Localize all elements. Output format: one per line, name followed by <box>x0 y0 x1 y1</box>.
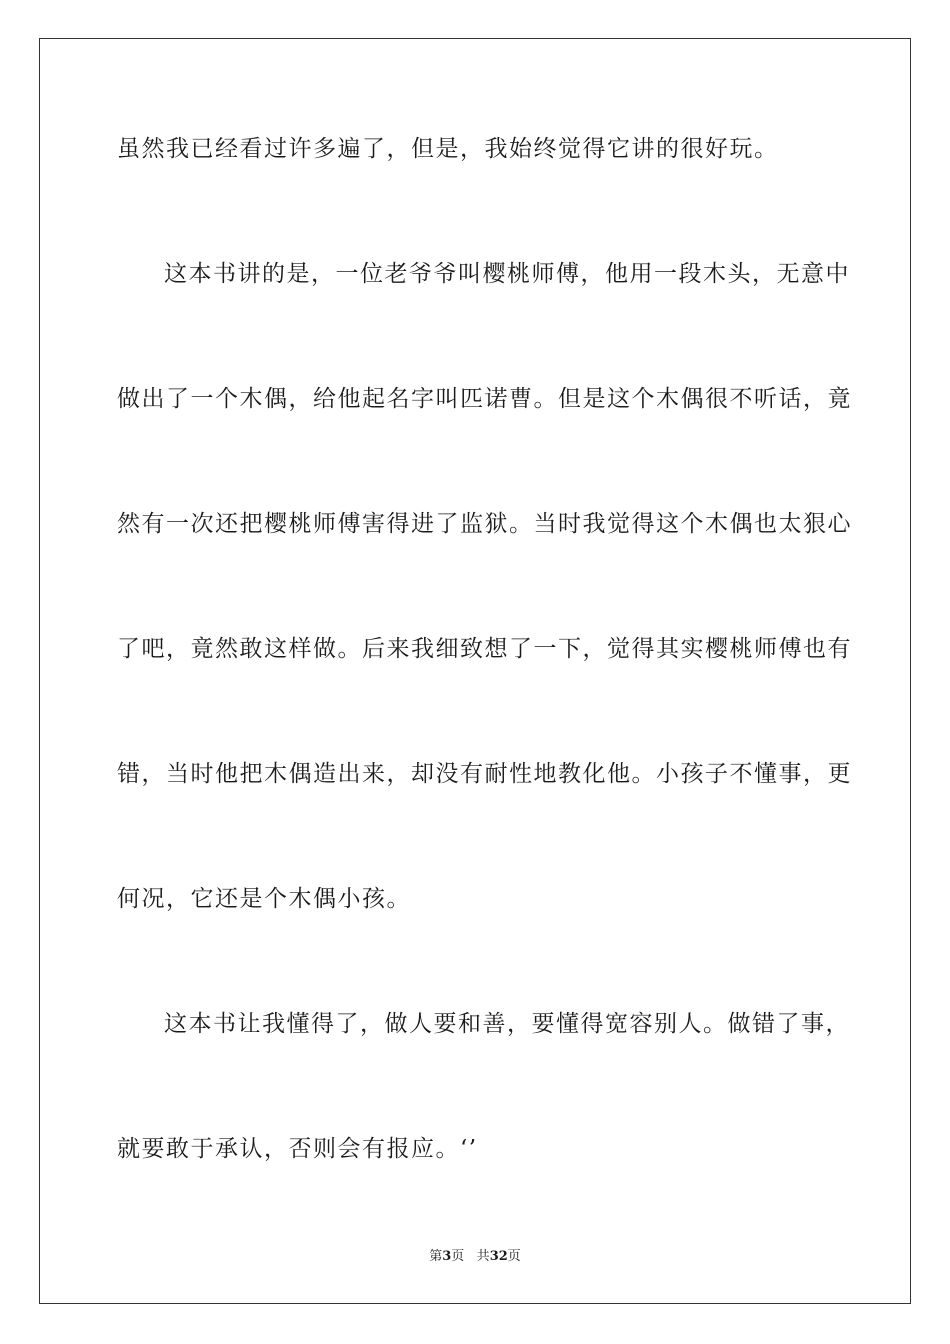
paragraph-line-7: 何况，它还是个木偶小孩。 <box>117 886 411 912</box>
paragraph-line-9: 就要敢于承认，否则会有报应。‘’ <box>117 1136 478 1162</box>
paragraph-line-6: 错，当时他把木偶造出来，却没有耐性地教化他。小孩子不懂事，更 <box>117 761 852 787</box>
paragraph-line-4: 然有一次还把樱桃师傅害得进了监狱。当时我觉得这个木偶也太狠心 <box>117 511 852 537</box>
paragraph-line-2: 这本书讲的是，一位老爷爷叫樱桃师傅，他用一段木头，无意中 <box>164 261 850 287</box>
paragraph-line-5: 了吧，竟然敢这样做。后来我细致想了一下，觉得其实樱桃师傅也有 <box>117 636 852 662</box>
paragraph-line-1: 虽然我已经看过许多遍了，但是，我始终觉得它讲的很好玩。 <box>117 136 779 162</box>
page-footer <box>0 1248 950 1266</box>
footer-page-suffix: 页 <box>451 1249 465 1264</box>
paragraph-line-8: 这本书让我懂得了，做人要和善，要懂得宽容别人。做错了事， <box>164 1011 850 1037</box>
footer-page-number: 3 <box>442 1249 452 1264</box>
paragraph-line-3: 做出了一个木偶，给他起名字叫匹诺曹。但是这个木偶很不听话，竟 <box>117 386 852 412</box>
footer-total-pages: 32 <box>489 1249 508 1264</box>
footer-page-prefix: 第 <box>429 1249 443 1264</box>
footer-total-suffix: 页 <box>507 1249 521 1264</box>
page-frame <box>39 38 911 1304</box>
footer-total-prefix: 共 <box>476 1249 490 1264</box>
